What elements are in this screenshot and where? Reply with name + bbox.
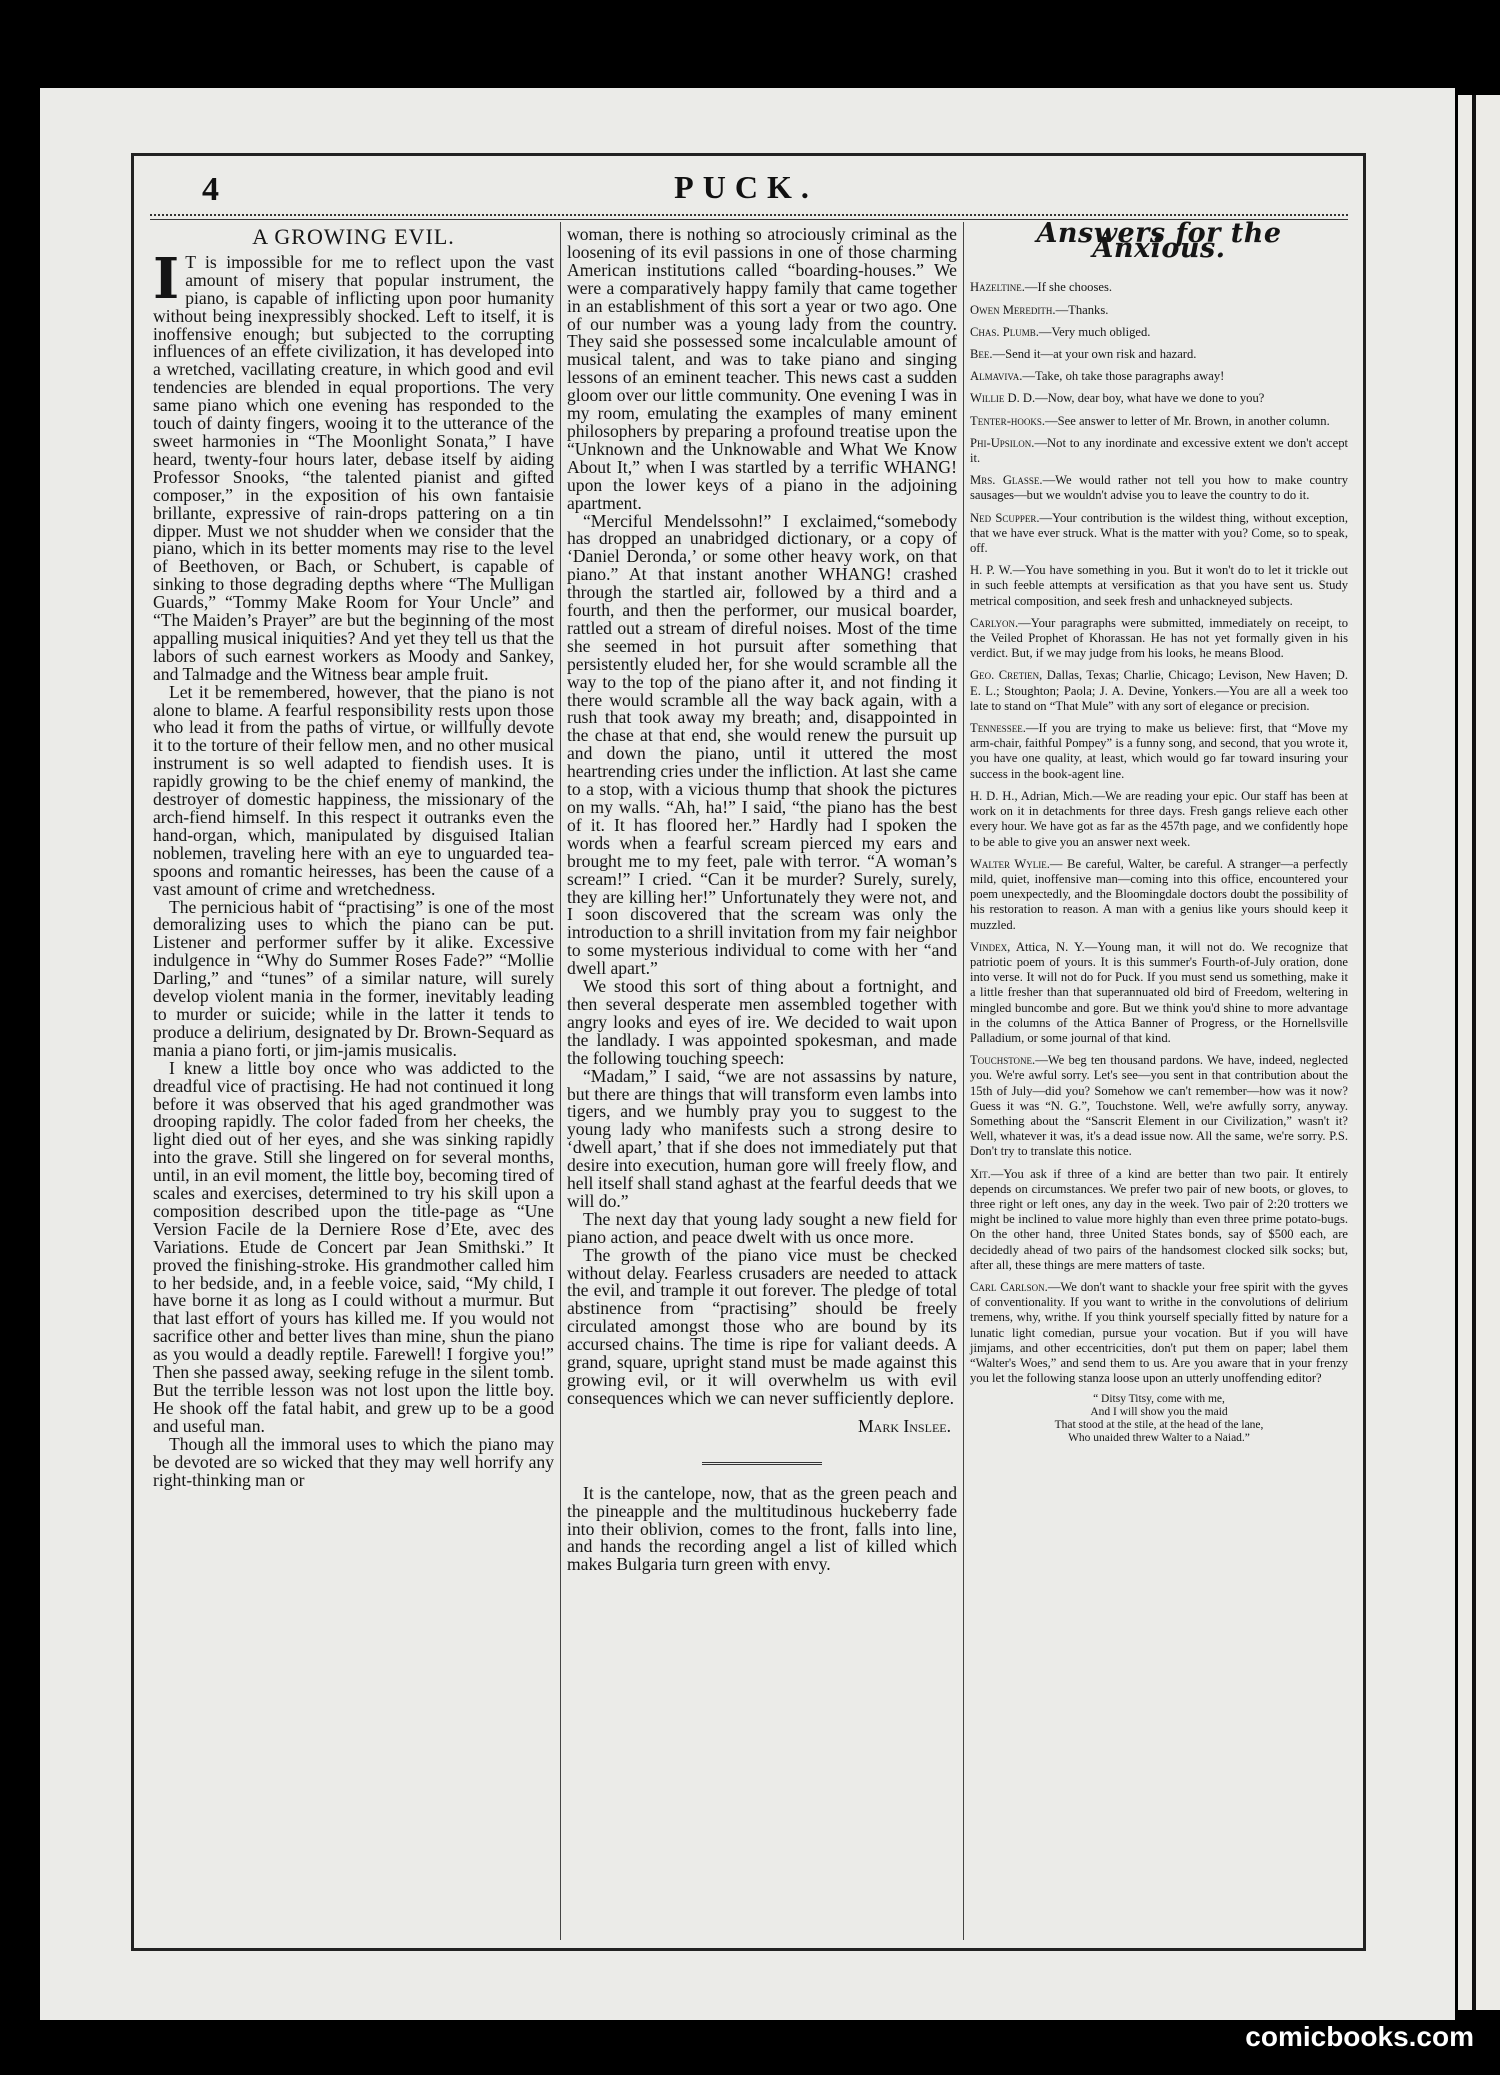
answer-item <box>970 280 1348 295</box>
answer-item <box>970 563 1348 609</box>
watermark: comicbooks.com <box>1245 2021 1474 2052</box>
answer-recipient: Tennessee. <box>970 721 1026 736</box>
answer-text: —We would rather not tell you how to make country sausages—but we wouldn't advise you to leave the country to do it. <box>970 473 1348 503</box>
answer-item <box>970 1280 1348 1386</box>
answer-text: —You ask if three of a kind are better than two pair. It entirely depends on circumstances. We prefer two pair of new boots, or gloves, to three right or left ones, any day in the week. Two pair of 2:20 trotters we might be inclined to value more highly than even three prime potato-bugs. On the other hand, three United States bonds, say of $500 each, are decidedly ahead of two pairs of the handsomest clocked silk socks; but, after all, these things are mere matters of taste. <box>970 1166 1348 1272</box>
drop-cap: I <box>153 245 180 312</box>
answer-item <box>970 940 1348 1046</box>
answer-text: —Your paragraphs were submitted, immediately on receipt, to the Veiled Prophet of Khorassan. He has not yet formally given in his verdict. But, if we may judge from his looks, he means Blood. <box>970 615 1348 661</box>
answer-recipient: Carl Carlson. <box>970 1279 1048 1294</box>
poem-line: “ Ditsy Titsy, come with me, <box>1093 1393 1225 1406</box>
answer-recipient: Mrs. Glasse. <box>970 473 1043 488</box>
answer-recipient: H. P. W. <box>970 563 1013 578</box>
answer-recipient: Vindex, <box>970 939 1011 954</box>
answer-recipient: Owen Meredith. <box>970 302 1056 317</box>
answer-text: Dallas, Texas; Charlie, Chicago; Levison, New Haven; D. E. L.; Stoughton; Paola; J. A. Devine, Yonkers.—You are all a week too late to stand on “That Mule” with any sort of elegance or precision. <box>970 668 1348 713</box>
answer-text: —Very much obliged. <box>1038 324 1151 339</box>
column-3 <box>970 218 1349 1445</box>
masthead: PUCK. <box>674 169 818 205</box>
article-paragraph: T is impossible for me to reflect upon the vast amount of misery that popular instrument, the piano, is capable of inflicting upon poor humanity without being inexpressibly shocked. Left to itself, it is inoffensive enough; but subjected to the corrupting influences of an effete civilization, it has developed into a wretched, vacillating creature, in which good and evil tendencies are blended in equal proportions. The very same piano which one evening has responded to the touch of dainty fingers, wooing it to the utterance of the sweet harmonies in “The Moonlight Sonata,” I have heard, twenty-four hours later, debase itself by aiding Professor Snooks, “the talented pianist and gifted composer,” in the exposition of his own fantaisie brillante, expressive of rain-drops pattering on a tin dipper. Must we not shudder when we consider that the piano, which in its better moments may rise to the level of Beethoven, or Bach, or Schubert, is capable of sinking to those degrading depths where “The Mulligan Guards,” “Tommy Make Room for Your Uncle” and “The Maiden’s Prayer” are but the beginning of the most appalling musical iniquities? And yet they tell us that the labors of such earnest workers as Moody and Sankey, and Talmadge and the Witness bear ample fruit. <box>153 251 554 684</box>
column-2 <box>567 226 957 1574</box>
article-paragraph: I knew a little boy once who was addicted to the dreadful vice of practising. He had not continued it long before it was observed that his aged grandmother was drooping rapidly. The color faded from her cheeks, the light died out of her eyes, and she was sinking rapidly into the grave. Still she lingered on for several months, until, in an evil moment, the little boy, becoming tired of scales and exercises, determined to try his skill upon a composition described upon the title-page as “Une Version Facile de la Derniere Rose d’Ete, avec des Variations. Etude de Concert par Jean Smithski.” It proved the finishing-stroke. His grandmother called him to her bedside, and, in a feeble voice, said, “My child, I have borne it as long as I could without a murmur. But that last effort of yours has killed me. If you would not sacrifice other and better lives than mine, shun the piano as you would a deadly reptile. Farewell! I forgive you!” Then she passed away, seeking refuge in the silent tomb. But the terrible lesson was not lost upon the little boy. He shook off the fatal habit, and grew up to be a good and useful man. <box>153 1057 554 1436</box>
answer-text: —Now, dear boy, what have we done to you? <box>1035 391 1265 406</box>
answer-text: —If she chooses. <box>1024 280 1112 295</box>
answer-item <box>970 1167 1348 1273</box>
answer-item <box>970 303 1348 318</box>
answer-text: —Thanks. <box>1055 302 1109 317</box>
answer-text: —You have something in you. But it won't do to let it trickle out in such feeble attempts at versification as that you have sent us. Study metrical composition, and seek fresh and unhackneyed subjects. <box>970 563 1349 608</box>
answer-item <box>970 391 1348 406</box>
answer-item <box>970 1053 1348 1159</box>
answer-item <box>970 857 1348 933</box>
answer-text: —Send it—at your own risk and hazard. <box>992 347 1197 362</box>
answer-recipient: Phi-Upsilon. <box>970 435 1035 450</box>
answer-recipient: Hazeltine. <box>970 280 1025 295</box>
answer-recipient: Ned Scupper. <box>970 510 1040 525</box>
answers-title: Answers for the Anxious. <box>1036 218 1282 265</box>
article-paragraph: woman, there is nothing so atrociously criminal as the loosening of its evil passions in one of those charming American institutions called “boarding-houses.” We were a comparatively happy family that came together in an establishment of this sort a year or two ago. One of our number was a young lady from the country. They said she possessed some incalculable amount of musical talent, and was to take piano and singing lessons of an eminent teacher. This news cast a sudden gloom over our little community. One evening I was in my room, emulating the examples of many eminent philosophers by preparing a profound treatise upon the “Unknown and the Unknowable and What We Know About It,” when I was startled by a terrific WHANG! upon the lower keys of a piano in the adjoining apartment. <box>567 224 957 513</box>
answer-text: —Your contribution is the wildest thing, without exception, that we have ever struck. What is the matter with you? Come, so to speak, off. <box>970 510 1348 556</box>
column-divider <box>963 222 964 1940</box>
article-paragraph: Though all the immoral uses to which the piano may be devoted are so wicked that they may well horrify any right-thinking man or <box>153 1433 554 1490</box>
poem <box>990 1393 1328 1445</box>
article-paragraph: The next day that young lady sought a new field for piano action, and peace dwelt with us once more. <box>567 1208 957 1247</box>
answer-item <box>970 414 1348 429</box>
adjacent-page-edge <box>1458 95 1500 2010</box>
answer-text: —We don't want to shackle your free spirit with the gyves of conventionality. If you want to writhe in the convolutions of delirium tremens, why, writhe. If you think yourself specially fitted by nature for a lunatic light comedian, pursue your vocation. But if you will have jimjams, and other eccentricities, don't put them on paper; label them “Walter's Woes,” and send them to us. Are you aware that in your frenzy you let the following stanza loose upon an utterly unoffending editor? <box>970 1279 1348 1386</box>
article-title: A GROWING EVIL. <box>252 224 455 249</box>
answer-item <box>970 721 1348 782</box>
article-paragraph: “Madam,” I said, “we are not assassins by nature, but there are things that will transform even lambs into tigers, and we humbly pray you to suggest to the young lady who manifests such a strong desire to ‘dwell apart,’ that if she does not immediately put that desire into execution, human gore will freely flow, and hell itself shall stand aghast at the fearful deeds that we will do.” <box>567 1065 957 1211</box>
author-signature: Mark Inslee. <box>858 1415 951 1436</box>
poem-line: Who unaided threw Walter to a Naiad.” <box>1068 1432 1250 1445</box>
article-paragraph: The growth of the piano vice must be checked without delay. Fearless crusaders are needed to attack the evil, and trample it out forever. The pledge of total abstinence from “practising” should be freely circulated amongst those who are bound by its accursed chains. The time is ripe for valiant deeds. A grand, square, upright stand must be made against this growing evil, or it will overwhelm us with evil consequences which we can never sufficiently deplore. <box>567 1244 957 1408</box>
answer-item <box>970 369 1348 384</box>
page-gutter <box>1472 95 1476 2010</box>
answer-recipient: Tenter-hooks. <box>970 413 1046 428</box>
poem-line: And I will show you the maid <box>1090 1406 1228 1419</box>
answer-item <box>970 616 1348 662</box>
poem-line: That stood at the stile, at the head of the lane, <box>1054 1419 1264 1432</box>
answer-recipient: H. D. H., <box>970 788 1018 803</box>
answer-item <box>970 789 1348 850</box>
answer-recipient: Carlyon. <box>970 615 1019 630</box>
column-divider <box>560 222 561 1940</box>
answer-text: —If you are trying to make us believe: first, that “Move my arm-chair, faithful Pompey” is a funny song, and second, that you wrote it, you have one quality, at least, which would go far toward insuring your success in the book-agent line. <box>970 721 1348 781</box>
answer-text: —Not to any inordinate and excessive extent we don't accept it. <box>970 435 1348 466</box>
answer-item <box>970 511 1348 557</box>
answer-recipient: Bee. <box>970 347 993 362</box>
article-paragraph: We stood this sort of thing about a fortnight, and then several desperate men assembled together with angry looks and eyes of ire. We decided to wait upon the landlady. I was appointed spokesman, and made the following touching speech: <box>567 976 957 1068</box>
answer-text: —Take, oh take those paragraphs away! <box>1022 369 1225 384</box>
answer-recipient: Willie D. D. <box>970 391 1036 406</box>
answer-recipient: Geo. Cretien, <box>970 668 1043 683</box>
answer-text: — Be careful, Walter, be careful. A stranger—a perfectly mild, quiet, inoffensive man—coming into this office, encountered your poem unexpectedly, and the Bloomingdale doctors doubt the possibility of his restoration to reason. A man with a genius like yours should keep it muzzled. <box>970 856 1348 932</box>
article-paragraph: “Merciful Mendelssohn!” I exclaimed,“somebody has dropped an unabridged dictionary, or a copy of ‘Daniel Deronda,’ or some other heavy work, on that piano.” At that instant another WHANG! crashed through the startled air, followed by a third and a fourth, and then the performer, our musical boarder, rattled out a stream of direful noises. Most of the time she seemed in hot pursuit after something that persistently eluded her, for she would scramble all the way to the top of the piano after it, and not finding it there would scramble all the way back again, with a rush that took away my breath; and, disappointed in the chase at that end, she would renew the pursuit up and down the piano, until it uttered the most heartrending cries under the infliction. At last she came to a stop, with a vicious thump that shook the pictures on my walls. “Ah, ha!” I said, “the piano has the best of it. It has floored her.” Hardly had I spoken the words when a fearful scream pierced my ears and brought me to my feet, pale with terror. “A woman’s scream!” I cried. “Can it be murder? Surely, surely, they are killing her!” Unfortunately they were not, and I soon discovered that the scream was only the introduction to a shrill invitation from my fair neighbor to some mysterious individual to come with her “and dwell apart.” <box>567 510 957 979</box>
answer-recipient: Xit. <box>970 1166 991 1181</box>
answer-item <box>970 473 1348 503</box>
answer-item <box>970 325 1348 340</box>
answer-text: —See answer to letter of Mr. Brown, in another column. <box>1045 413 1330 428</box>
section-separator <box>702 1462 822 1465</box>
answers-list <box>970 280 1348 1386</box>
note-paragraph: It is the cantelope, now, that as the green peach and the pineapple and the multitudinous huckeberry fade into their oblivion, comes to the front, falls into line, and hands the recording angel a list of killed which makes Bulgaria turn green with envy. <box>567 1482 957 1575</box>
page-number: 4 <box>202 171 219 208</box>
article-paragraph: Let it be remembered, however, that the piano is not alone to blame. A fearful responsibility rests upon those who lead it from the paths of virtue, or willfully devote it to the torture of their fellow men, and no other musical instrument is so well adapted to fiendish uses. It is rapidly growing to be the chief enemy of mankind, the destroyer of domestic happiness, the missionary of the arch-fiend himself. In this respect it outranks even the hand-organ, which, manipulated by disguised Italian noblemen, traveling here with an eye to unguarded tea-spoons and romantic heiresses, has been the cause of a vast amount of crime and wretchedness. <box>153 681 554 899</box>
answer-recipient: Chas. Plumb. <box>970 324 1039 339</box>
answer-item <box>970 668 1348 714</box>
answer-item <box>970 436 1348 466</box>
answer-recipient: Almaviva. <box>970 369 1023 384</box>
answer-text: Adrian, Mich.—We are reading your epic. Our staff has been at work on it in detachments for three days. Fresh gangs relieve each other every hour. We have got as far as the 457th page, and we confidently hope to be able to give you an answer next week. <box>970 788 1348 849</box>
header-rule-dotted <box>150 214 1348 216</box>
page-header <box>140 165 1352 217</box>
answer-text: —We beg ten thousand pardons. We have, indeed, neglected you. We're awful sorry. Let's see—you sent in that contribution about the 15th of July—did you? Somehow we can't remember—how was it now? Guess it was “N. G.”, Touchstone. Well, we're awfully sorry, anyway. Something about the “Sanscrit Element in our Civilization,” wasn't it? Well, whatever it was, it's a dead issue now. All the same, we're sorry. P.S. Don't try to translate this notice. <box>970 1053 1348 1159</box>
answer-text: Attica, N. Y.—Young man, it will not do. We recognize that patriotic poem of yours. It is this summer's Fourth-of-July oration, done into verse. It will not do for Puck. If you must send us something, make it a little fresher than that superannuated old bird of Freedom, weltering in mingled buncombe and gore. But we think you'd shine to more advantage in the columns of the Attica Banner of Progress, or the Hornellsville Palladium, or some journal of that kind. <box>970 939 1348 1045</box>
answer-item <box>970 347 1348 362</box>
answer-recipient: Touchstone. <box>970 1053 1036 1068</box>
article-paragraph: The pernicious habit of “practising” is one of the most demoralizing uses to which the piano can be put. Listener and performer suffer by it alike. Excessive indulgence in “Why do Summer Roses Fade?” “Mollie Darling,” and “tunes” of a similar nature, will surely develop violent mania in the former, inevitably leading to murder or suicide; while in the latter it tends to produce a delirium, designated by Dr. Brown-Sequard as mania a piano forti, or jim-jamis musicalis. <box>153 896 554 1060</box>
answer-recipient: Walter Wylie. <box>970 856 1050 871</box>
column-1 <box>153 226 554 1489</box>
